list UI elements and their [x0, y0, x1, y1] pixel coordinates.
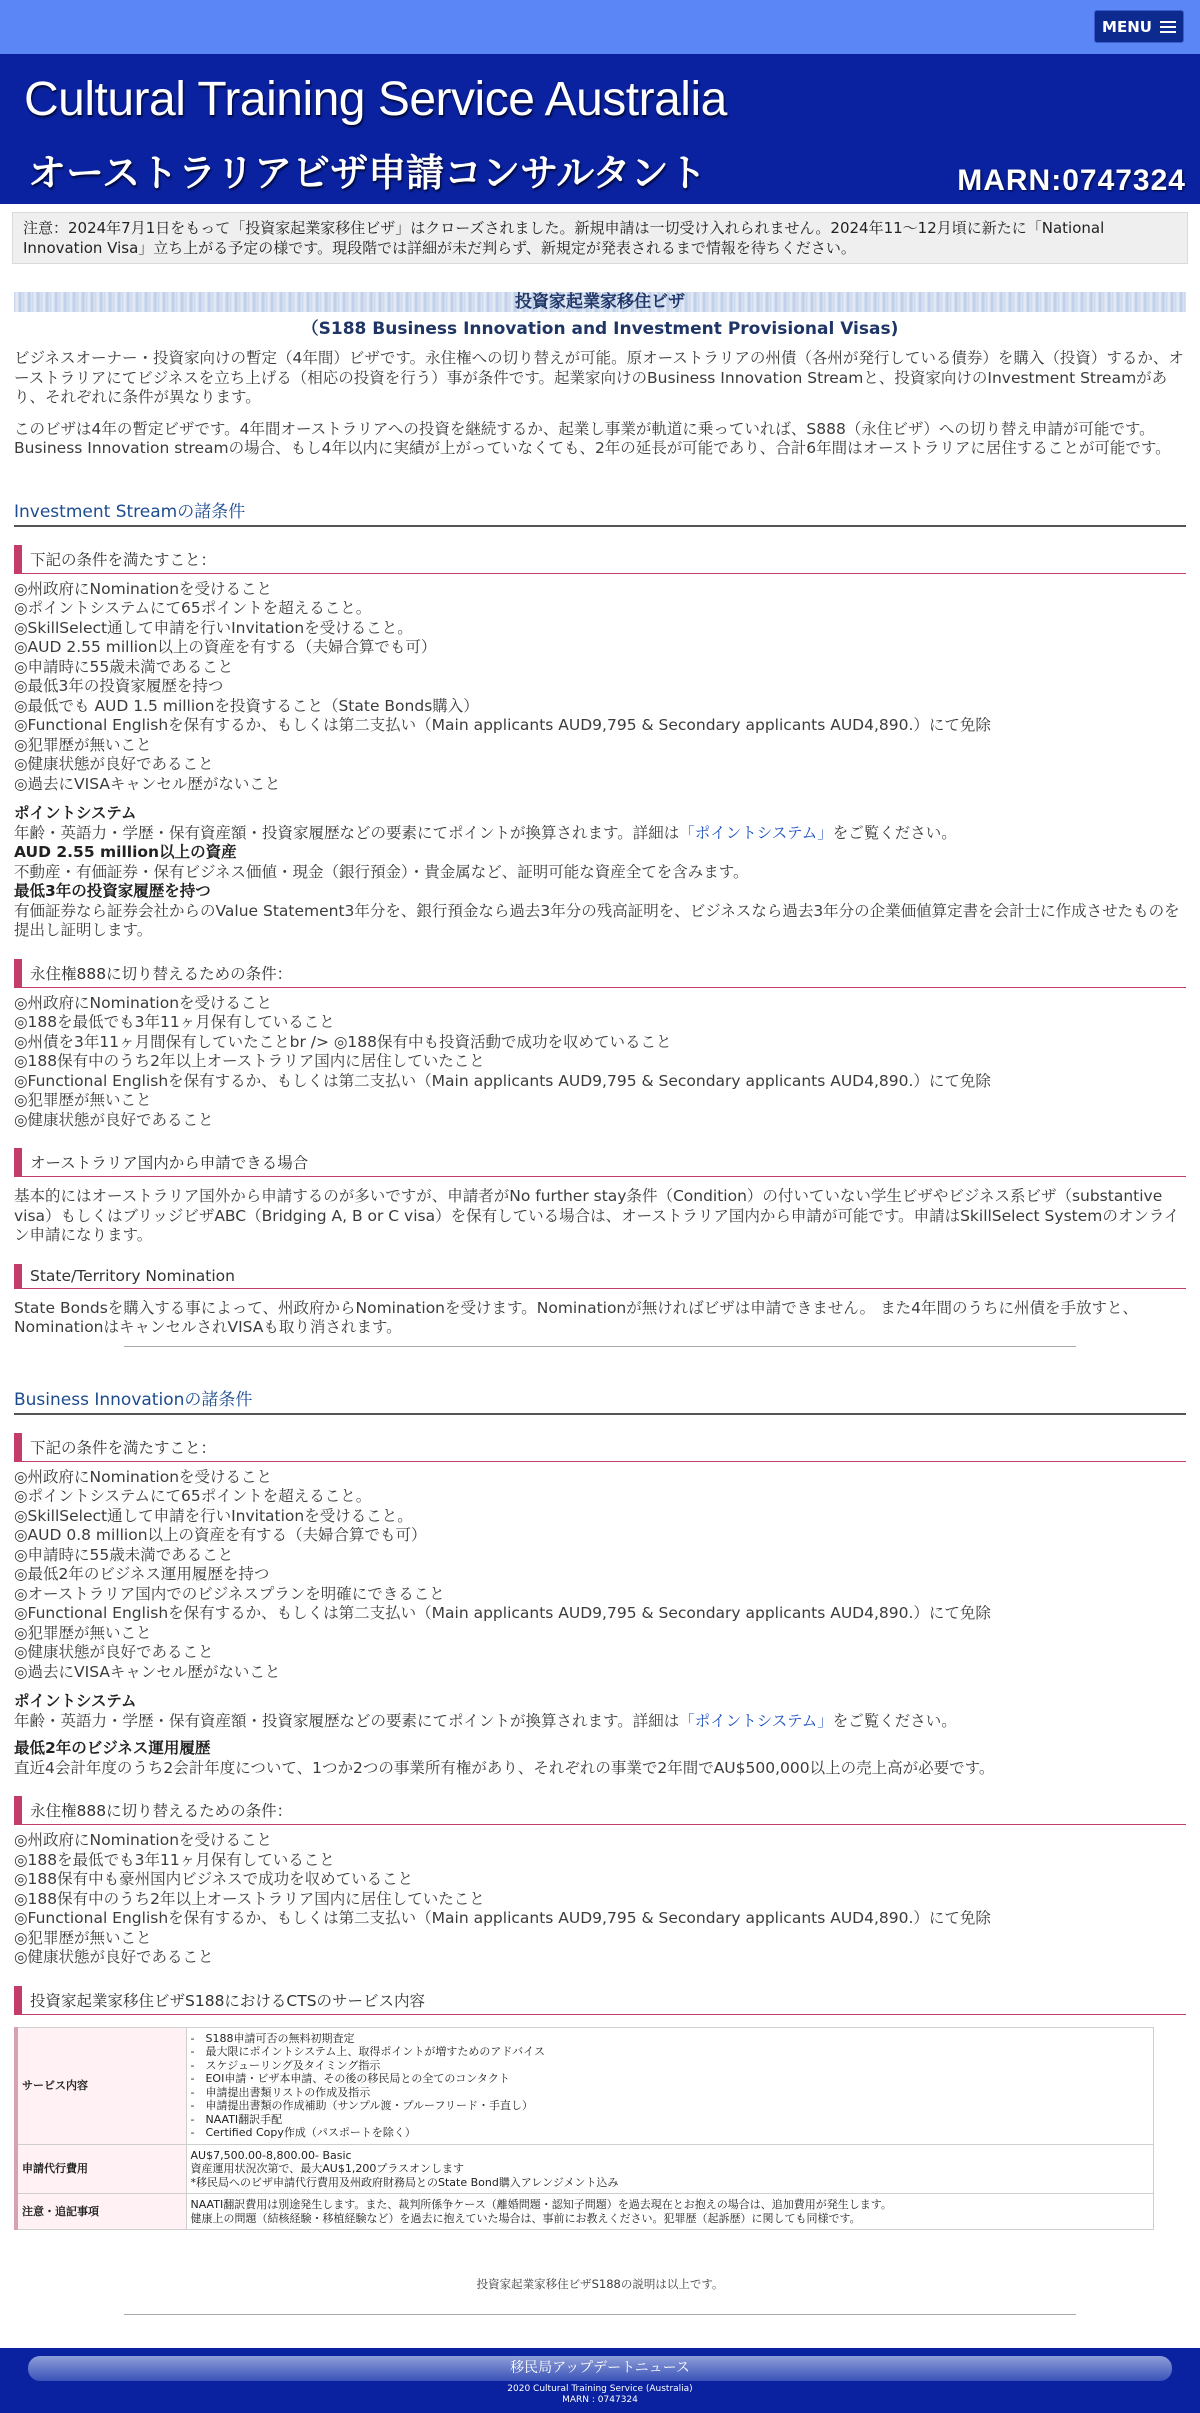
list-item: ◎健康状態が良好であること	[14, 1643, 214, 1661]
list-item: ◎申請時に55歳未満であること	[14, 1545, 234, 1564]
list-item: ◎州政府にNominationを受けること	[14, 1831, 273, 1849]
list-item: ◎ポイントシステムにて65ポイントを超えること。	[14, 599, 372, 617]
list-item: ◎州政府にNominationを受けること	[14, 993, 273, 1012]
list-item: ◎犯罪歴が無いこと	[14, 1928, 152, 1947]
points-text: 年齢・英語力・学歴・保有資産額・投資家履歴などの要素にてポイントが換算されます。詳細は「ポイントシステム」をご覧ください。	[14, 1711, 957, 1730]
history-text: 直近4会計年度のうち2会計年度について、1つか2つの事業所有権があり、それぞれの事業で2年間でAU$500,000以上の売上高が必要です。	[14, 1758, 995, 1777]
list-item: ◎犯罪歴が無いこと	[14, 1091, 152, 1109]
page-title: 投資家起業家移住ビザ	[515, 292, 685, 312]
investment-req-heading: 下記の条件を満たすこと：	[14, 545, 1186, 574]
list-item: ◎犯罪歴が無いこと	[14, 1623, 152, 1642]
list-item: ◎過去にVISAキャンセル歴がないこと	[14, 774, 281, 793]
notes-cell: NAATI翻訳費用は別途発生します。また、裁判所係争ケース（離婚問題・認知子問題）を過去現在とお抱えの場合は、追加費用が発生します。 健康上の問題（結核経験・移植経験など）を過去に抱えていた場合は、事前にお教えください。犯罪歴（起訴歴）に関しても同様です。	[186, 2194, 1154, 2230]
services-table	[14, 2027, 1154, 2231]
investment-heading: Investment Streamの諸条件	[14, 497, 1186, 527]
list-item: ◎SkillSelect通して申請を行いInvitationを受けること。	[14, 618, 413, 637]
innovation-details	[14, 1692, 1186, 1778]
list-item: ◎AUD 2.55 million以上の資産を有する（夫婦合算でも可）	[14, 638, 437, 656]
menu-label: MENU	[1102, 17, 1152, 36]
menu-button[interactable]	[1094, 10, 1184, 43]
list-item: ◎州債を3年11ヶ月間保有していたことbr /> ◎188保有中も投資活動で成功を収めていること	[14, 1032, 672, 1051]
list-item: ◎188を最低でも3年11ヶ月保有していること	[14, 1013, 335, 1031]
points-system-link[interactable]: 「ポイントシステム」	[679, 823, 833, 842]
table-row	[16, 2027, 1154, 2144]
notes-label: 注意・追記事項	[16, 2194, 186, 2230]
list-item: ◎最低3年の投資家履歴を持つ	[14, 677, 224, 695]
site-title[interactable]: Cultural Training Service Australia	[24, 73, 727, 126]
divider	[124, 2314, 1076, 2315]
site-footer	[0, 2348, 1200, 2413]
footer-copyright: 2020 Cultural Training Service (Australia) MARN : 0747324	[507, 2384, 693, 2405]
onshore-text: 基本的にはオーストラリア国外から申請するのが多いですが、申請者がNo further stay条件（Condition）の付いていない学生ビザやビジネス系ビザ（substantive visa）もしくはブリッジビザABC（Bridging A, B or C visa）を保有している場合は、オーストラリア国内から申請が可能です。申請はSkillSelect Systemのオンライン申請になります。	[14, 1187, 1180, 1244]
table-row	[16, 2194, 1154, 2230]
news-link[interactable]: 移民局アップデートニュース	[28, 2356, 1172, 2381]
list-item: ◎申請時に55歳未満であること	[14, 657, 234, 676]
closing-text: 投資家起業家移住ビザS188の説明は以上です。	[476, 2277, 724, 2291]
list-item: ◎健康状態が良好であること	[14, 755, 214, 773]
nomination-heading: State/Territory Nomination	[14, 1264, 1186, 1289]
list-item: ◎犯罪歴が無いこと	[14, 735, 152, 754]
marn-number: MARN:0747324	[957, 164, 1186, 197]
site-header	[0, 54, 1200, 204]
list-item: ◎過去にVISAキャンセル歴がないこと	[14, 1662, 281, 1681]
list-item: ◎州政府にNominationを受けること	[14, 579, 273, 598]
list-item: ◎州政府にNominationを受けること	[14, 1467, 273, 1486]
points-text: 年齢・英語力・学歴・保有資産額・投資家履歴などの要素にてポイントが換算されます。詳細は「ポイントシステム」をご覧ください。	[14, 823, 957, 842]
investment-pr-heading: 永住権888に切り替えるための条件：	[14, 959, 1186, 988]
list-item: ◎Functional Englishを保有するか、もしくは第二支払い（Main applicants AUD9,795 & Secondary applicants AUD4,890.）にて免除	[14, 1909, 991, 1927]
history-text: 有価証券なら証券会社からのValue Statement3年分を、銀行預金なら過去3年分の残高証明を、ビジネスなら過去3年分の企業価値算定書を会計士に作成させたものを提出し証明します。	[14, 901, 1180, 939]
hamburger-icon	[1160, 21, 1176, 33]
points-title: ポイントシステム	[14, 804, 137, 822]
main-content	[0, 292, 1200, 2315]
fee-cell: AU$7,500.00-8,800.00- Basic 資産運用状況次第で、最大AU$1,200プラスオンします *移民局へのビザ申請代行費用及州政府財務局とのState Bond購入アレンジメント込み	[186, 2144, 1154, 2194]
points-title: ポイントシステム	[14, 1692, 137, 1710]
list-item: ◎最低2年のビジネス運用履歴を持つ	[14, 1565, 270, 1583]
list-item: ◎Functional Englishを保有するか、もしくは第二支払い（Main applicants AUD9,795 & Secondary applicants AUD4,890.）にて免除	[14, 1071, 991, 1090]
list-item: ◎188保有中のうち2年以上オーストラリア国内に居住していたこと	[14, 1052, 485, 1070]
list-item: ◎ポイントシステムにて65ポイントを超えること。	[14, 1487, 372, 1505]
closure-notice: 注意：2024年7月1日をもって「投資家起業家移住ビザ」はクローズされました。新規申請は一切受け入れられません。2024年11～12月頃に新たに「National Innovation Visa」立ち上がる予定の様です。現段階では詳細が未だ判らず、新規定が発表されるまで情報を待ちください。	[12, 212, 1188, 264]
service-content-cell: - S188申請可否の無料初期査定 - 最大限にポイントシステム上、取得ポイントが増すためのアドバイス - スケジューリング及タイミング指示 - EOI申請・ビザ本申請、その後の移民局との全てのコンタクト - 申請提出書類リストの作成及指示 - 申請提出書類の作成補助（サンプル渡・プルーフリード・手直し） - NAATI翻訳手配 - Certified Copy作成（パスポートを除く）	[186, 2027, 1154, 2144]
list-item: ◎188を最低でも3年11ヶ月保有していること	[14, 1850, 335, 1869]
history-title: 最低2年のビジネス運用履歴	[14, 1739, 211, 1757]
points-system-link[interactable]: 「ポイントシステム」	[679, 1711, 833, 1730]
assets-text: 不動産・有価証券・保有ビジネス価値・現金（銀行預金）・貴金属など、証明可能な資産全てを含みます。	[14, 862, 749, 881]
innovation-requirements	[14, 1468, 1186, 1683]
service-content-label: サービス内容	[16, 2027, 186, 2144]
investment-requirements	[14, 580, 1186, 795]
innovation-pr-heading: 永住権888に切り替えるための条件：	[14, 1796, 1186, 1825]
investment-details	[14, 804, 1186, 941]
innovation-pr-requirements	[14, 1831, 1186, 1968]
assets-title: AUD 2.55 million以上の資産	[14, 843, 237, 861]
intro-paragraph: このビザは4年の暫定ビザです。4年間オーストラリアへの投資を継続するか、起業し事業が軌道に乗っていれば、S888（永住ビザ）への切り替え申請が可能です。Business Innovation streamの場合、もし4年以内に実績が上がっていなくても、2年の延長が可能であり、合計6年間はオーストラリアに居住することが可能です。	[14, 419, 1171, 457]
innovation-heading: Business Innovationの諸条件	[14, 1385, 1186, 1415]
list-item: ◎188保有中のうち2年以上オーストラリア国内に居住していたこと	[14, 1889, 485, 1908]
list-item: ◎Functional Englishを保有するか、もしくは第二支払い（Main applicants AUD9,795 & Secondary applicants AUD4,890.）にて免除	[14, 716, 991, 734]
list-item: ◎最低でも AUD 1.5 millionを投資すること（State Bonds購入）	[14, 696, 479, 715]
page-subtitle: （S188 Business Innovation and Investment Provisional Visas)	[301, 319, 899, 339]
investment-pr-requirements	[14, 994, 1186, 1131]
top-bar	[0, 0, 1200, 54]
intro-paragraph: ビジネスオーナー・投資家向けの暫定（4年間）ビザです。永住権への切り替えが可能。原オーストラリアの州債（各州が発行している債券）を購入（投資）するか、オーストラリアにてビジネスを立ち上げる（相応の投資を行う）事が条件です。起業家向けのBusiness Innovation Streamと、投資家向けのInvestment Streamがあり、それぞれに条件が異なります。	[14, 349, 1184, 406]
nomination-text: State Bondsを購入する事によって、州政府からNominationを受けます。Nominationが無ければビザは申請できません。 また4年間のうちに州債を手放すと、NominationはキャンセルされVISAも取り消されます。	[14, 1298, 1138, 1336]
page-title-banner	[14, 292, 1186, 312]
list-item: ◎Functional Englishを保有するか、もしくは第二支払い（Main applicants AUD9,795 & Secondary applicants AUD4,890.）にて免除	[14, 1604, 991, 1622]
list-item: ◎健康状態が良好であること	[14, 1948, 214, 1966]
onshore-heading: オーストラリア国内から申請できる場合	[14, 1148, 1186, 1177]
services-heading: 投資家起業家移住ビザS188におけるCTSのサービス内容	[14, 1986, 1186, 2015]
site-subtitle: オーストラリアビザ申請コンサルタント	[28, 151, 707, 195]
innovation-req-heading: 下記の条件を満たすこと：	[14, 1433, 1186, 1462]
list-item: ◎健康状態が良好であること	[14, 1110, 214, 1129]
list-item: ◎SkillSelect通して申請を行いInvitationを受けること。	[14, 1506, 413, 1525]
table-row	[16, 2144, 1154, 2194]
list-item: ◎AUD 0.8 million以上の資産を有する（夫婦合算でも可）	[14, 1526, 427, 1544]
list-item: ◎オーストラリア国内でのビジネスプランを明確にできること	[14, 1584, 445, 1603]
history-title: 最低3年の投資家履歴を持つ	[14, 882, 211, 900]
list-item: ◎188保有中も豪州国内ビジネスで成功を収めていること	[14, 1870, 414, 1888]
divider	[124, 1346, 1076, 1347]
fee-label: 申請代行費用	[16, 2144, 186, 2194]
